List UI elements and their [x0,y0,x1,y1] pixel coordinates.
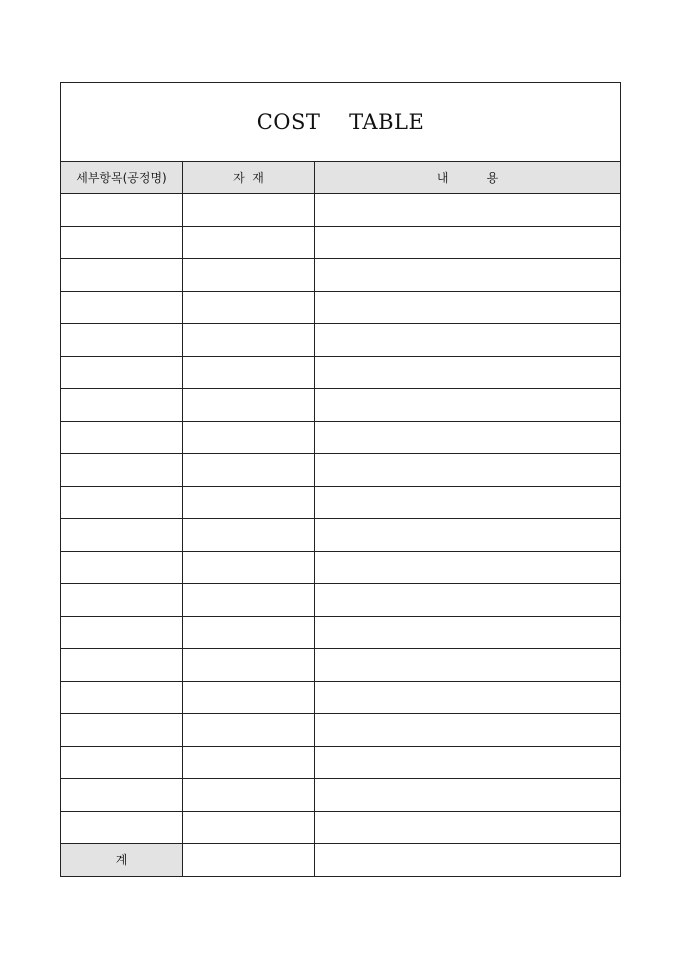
description-cell[interactable] [315,291,621,324]
material-cell[interactable] [183,746,315,779]
material-cell[interactable] [183,681,315,714]
description-cell[interactable] [315,389,621,422]
table-row [61,291,621,324]
page-title: COST TABLE [61,83,621,162]
material-cell[interactable] [183,779,315,812]
table-row [61,616,621,649]
material-cell[interactable] [183,324,315,357]
item-cell[interactable] [61,551,183,584]
item-cell[interactable] [61,421,183,454]
material-cell[interactable] [183,259,315,292]
material-cell[interactable] [183,194,315,227]
material-cell[interactable] [183,356,315,389]
item-cell[interactable] [61,486,183,519]
total-label: 계 [61,844,183,877]
description-cell[interactable] [315,551,621,584]
item-cell[interactable] [61,194,183,227]
total-description-cell[interactable] [315,844,621,877]
item-cell[interactable] [61,779,183,812]
material-cell[interactable] [183,421,315,454]
table-row [61,324,621,357]
total-row [61,844,621,877]
material-cell[interactable] [183,714,315,747]
table-row [61,486,621,519]
table-row [61,519,621,552]
item-cell[interactable] [61,584,183,617]
material-cell[interactable] [183,584,315,617]
material-cell[interactable] [183,389,315,422]
table-row [61,421,621,454]
table-row [61,584,621,617]
description-cell[interactable] [315,681,621,714]
table-row [61,681,621,714]
column-header-description: 내 용 [315,162,621,194]
description-cell[interactable] [315,194,621,227]
description-cell[interactable] [315,779,621,812]
material-cell[interactable] [183,454,315,487]
item-cell[interactable] [61,714,183,747]
table-row [61,746,621,779]
description-cell[interactable] [315,324,621,357]
material-cell[interactable] [183,519,315,552]
description-cell[interactable] [315,421,621,454]
material-cell[interactable] [183,811,315,844]
total-material-cell[interactable] [183,844,315,877]
material-cell[interactable] [183,649,315,682]
table-row [61,551,621,584]
description-cell[interactable] [315,616,621,649]
table-row [61,356,621,389]
description-cell[interactable] [315,714,621,747]
table-body [61,194,621,844]
item-cell[interactable] [61,389,183,422]
table-row [61,714,621,747]
item-cell[interactable] [61,681,183,714]
description-cell[interactable] [315,356,621,389]
item-cell[interactable] [61,519,183,552]
item-cell[interactable] [61,746,183,779]
cost-table [60,82,621,877]
table-row [61,779,621,812]
description-cell[interactable] [315,649,621,682]
description-cell[interactable] [315,746,621,779]
header-row [61,162,621,194]
material-cell[interactable] [183,486,315,519]
table-row [61,649,621,682]
material-cell[interactable] [183,551,315,584]
table-row [61,194,621,227]
table-row [61,259,621,292]
table-row [61,454,621,487]
description-cell[interactable] [315,486,621,519]
description-cell[interactable] [315,519,621,552]
material-cell[interactable] [183,291,315,324]
description-cell[interactable] [315,584,621,617]
description-cell[interactable] [315,454,621,487]
material-cell[interactable] [183,226,315,259]
item-cell[interactable] [61,454,183,487]
table-row [61,226,621,259]
item-cell[interactable] [61,811,183,844]
table-row [61,811,621,844]
item-cell[interactable] [61,259,183,292]
item-cell[interactable] [61,356,183,389]
table-row [61,389,621,422]
material-cell[interactable] [183,616,315,649]
item-cell[interactable] [61,291,183,324]
column-header-item: 세부항목(공정명) [61,162,183,194]
column-header-material: 자 재 [183,162,315,194]
item-cell[interactable] [61,616,183,649]
description-cell[interactable] [315,226,621,259]
description-cell[interactable] [315,811,621,844]
item-cell[interactable] [61,649,183,682]
description-cell[interactable] [315,259,621,292]
item-cell[interactable] [61,324,183,357]
item-cell[interactable] [61,226,183,259]
